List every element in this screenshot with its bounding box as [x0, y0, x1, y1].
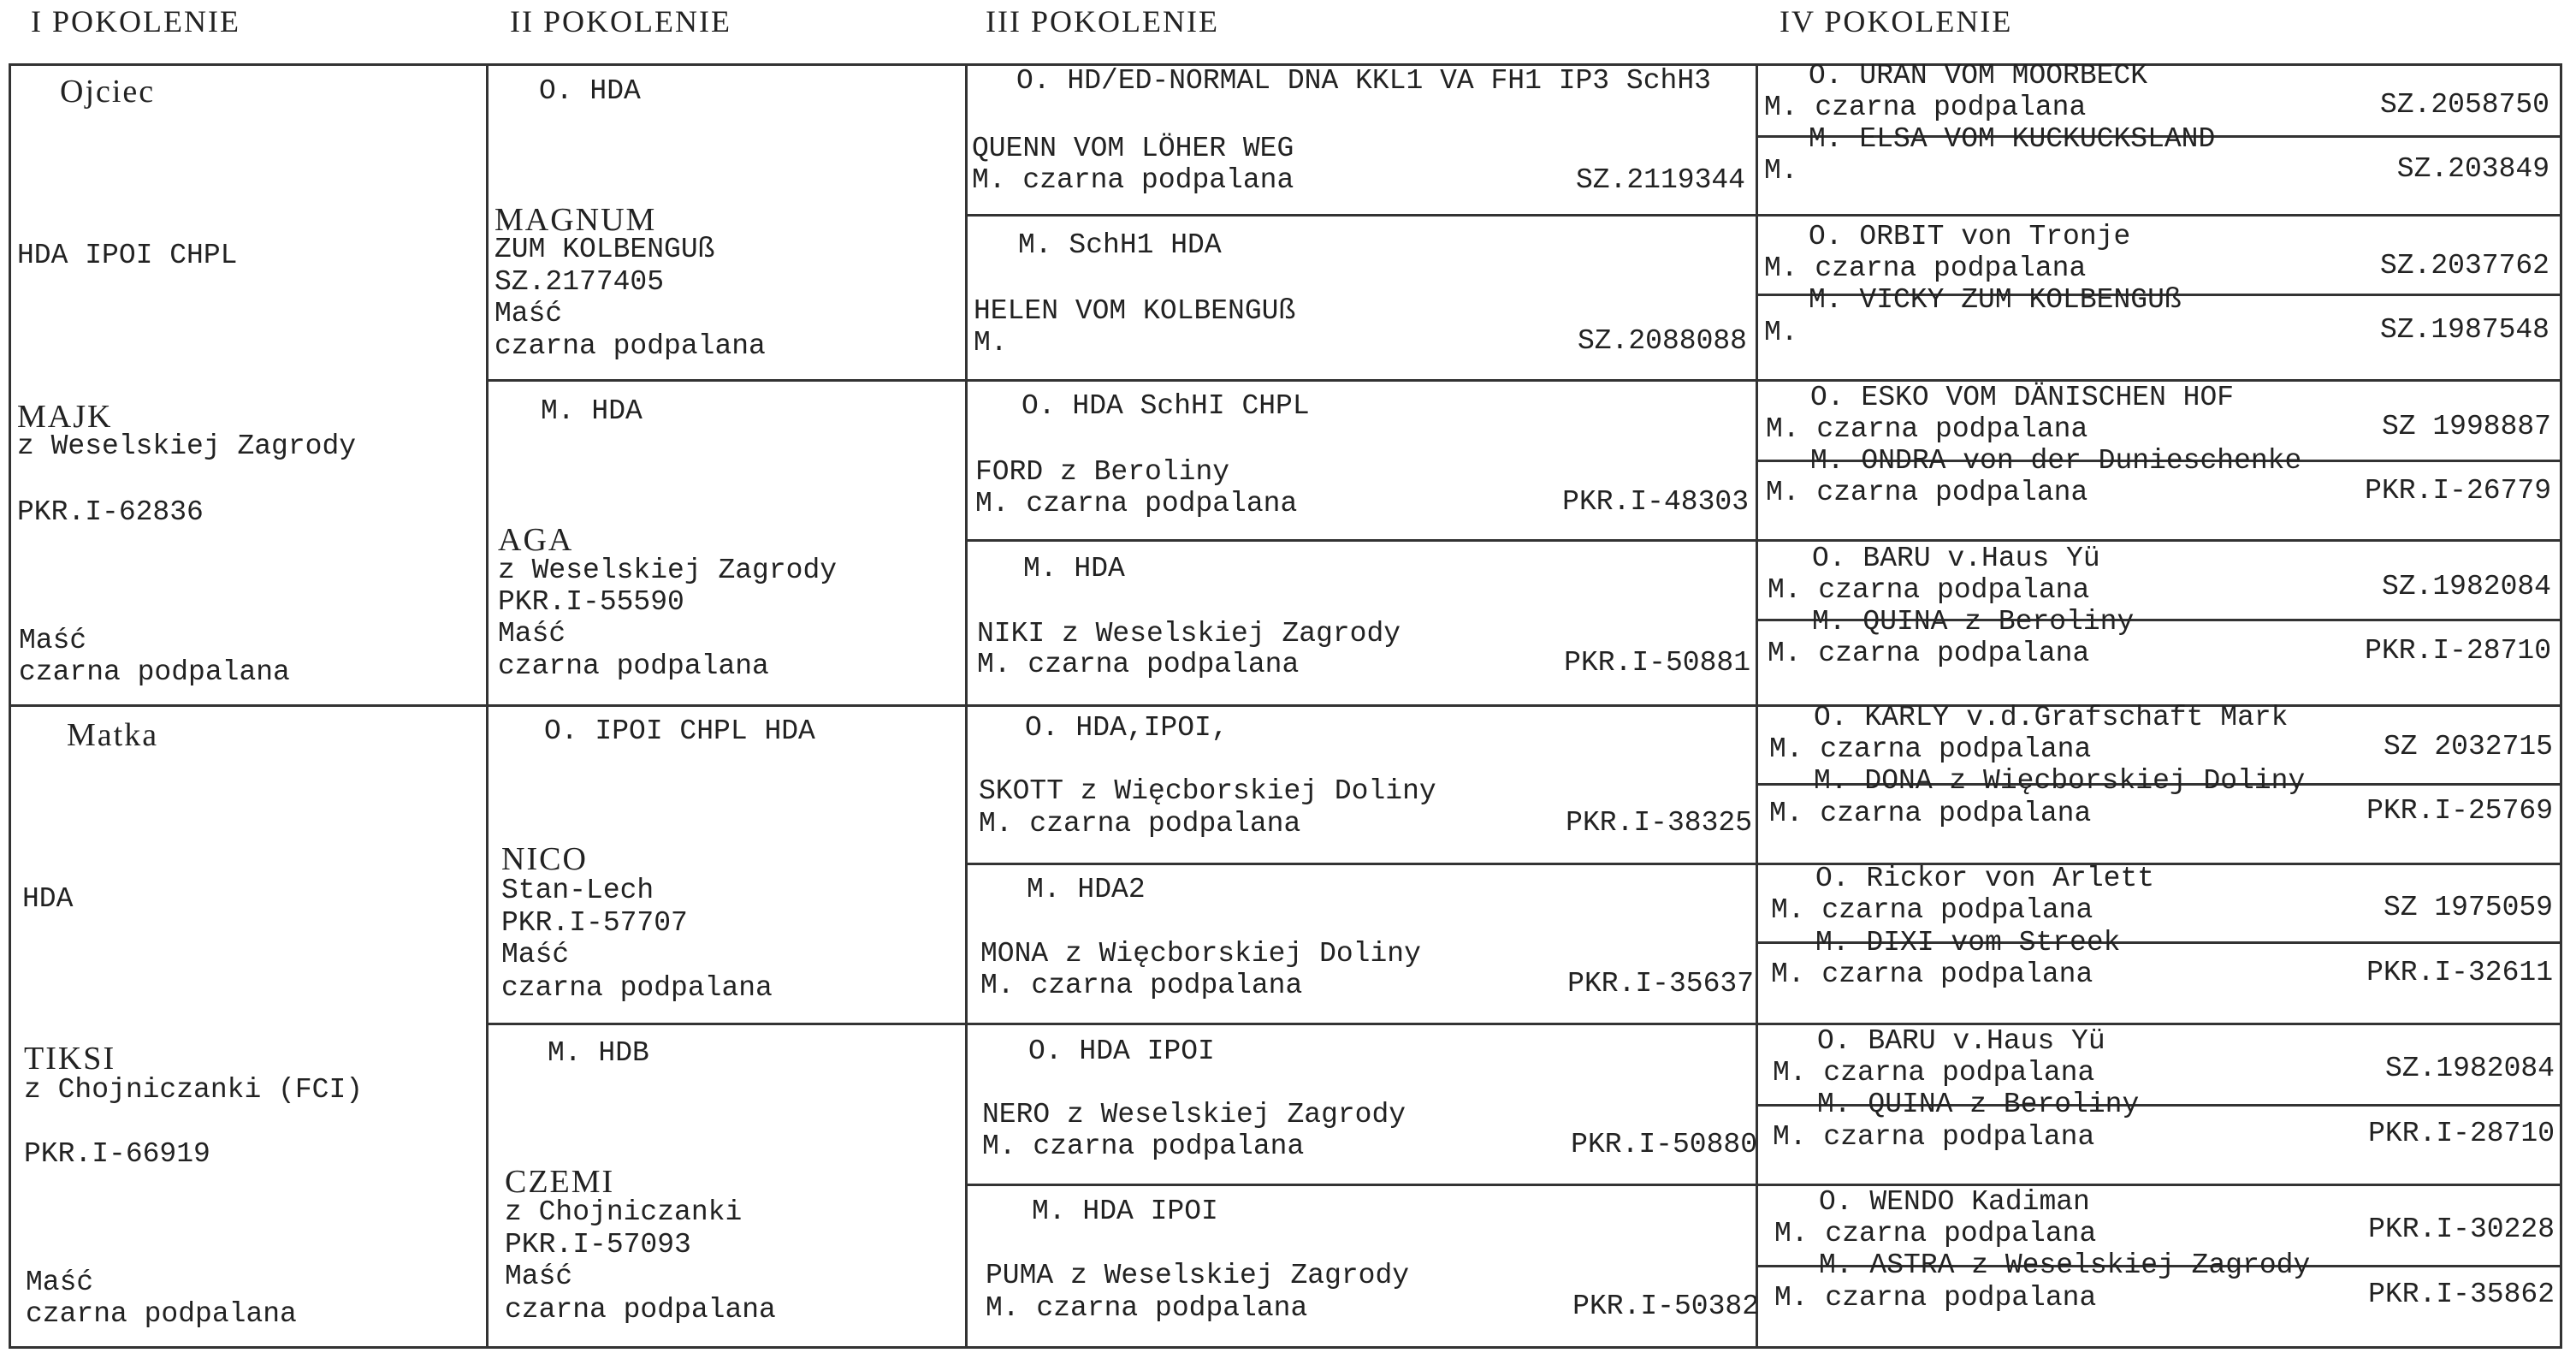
gen2-color-label: Maść: [494, 298, 563, 329]
gen3-color: M. czarna podpalana: [980, 970, 1303, 1001]
father-role: Ojciec: [60, 74, 156, 110]
gen4-dam-reg: PKR.I-28710: [2368, 1118, 2555, 1149]
mother-reg: PKR.I-66919: [24, 1138, 210, 1170]
gen4-sire-reg: SZ 2032715: [2383, 731, 2553, 763]
gen2-kennel: z Chojniczanki: [505, 1196, 743, 1228]
gen4-sire-line: O. BARU v.Haus Yü: [1812, 543, 2100, 574]
gen2-kennel: z Weselskiej Zagrody: [498, 555, 838, 586]
gen4-dam-line: M. VICKY ZUM KOLBENGUß: [1809, 284, 2182, 316]
gen4-dam-color: M. czarna podpalana: [1769, 798, 2092, 829]
gen3-reg: SZ.2119344: [1575, 164, 1745, 196]
gen4-sire-reg: PKR.I-30228: [2368, 1214, 2555, 1245]
gen3-name: PUMA z Weselskiej Zagrody: [986, 1260, 1410, 1291]
gen4-dam-color: M.: [1764, 155, 1798, 187]
gen4-sire-color: M. czarna podpalana: [1769, 733, 2092, 765]
gen4-dam-reg: PKR.I-28710: [2365, 635, 2551, 667]
gen2-head: O. HDA: [539, 75, 641, 107]
father-reg: PKR.I-62836: [17, 496, 204, 528]
gen4-dam-color: M.: [1764, 317, 1798, 348]
gen2-name: MAGNUM: [494, 202, 657, 238]
mother-titles: HDA: [22, 883, 74, 915]
gen4-dam-reg: SZ.1987548: [2379, 314, 2549, 346]
gen4-dam-line: M. QUINA z Beroliny: [1817, 1089, 2140, 1120]
gen4-sire-line: O. Rickor von Arlett: [1815, 863, 2155, 894]
gen2-color-label: Maść: [505, 1261, 573, 1292]
gen4-sire-line: O. URAN VOM MOORBECK: [1809, 60, 2148, 92]
gen2-kennel: Stan-Lech: [501, 875, 654, 906]
gen3-reg: SZ.2088088: [1577, 325, 1747, 357]
gen3-color: M.: [974, 327, 1008, 359]
gen3-head: M. SchH1 HDA: [1018, 229, 1222, 261]
gen4-sire-reg: SZ.1982084: [2381, 571, 2551, 602]
gen3-reg: PKR.I-50880: [1571, 1129, 1757, 1160]
gen2-reg: PKR.I-57093: [505, 1229, 691, 1261]
gen3-head: M. HDA: [1023, 553, 1125, 585]
gen4-dam-color: M. czarna podpalana: [1774, 1282, 2097, 1314]
gen3-color: M. czarna podpalana: [972, 164, 1294, 196]
gen4-dam-color: M. czarna podpalana: [1773, 1121, 2095, 1153]
gen2-color-label: Maść: [501, 939, 570, 970]
header-gen-2: II POKOLENIE: [510, 4, 731, 39]
gen3-name: NIKI z Weselskiej Zagrody: [977, 618, 1401, 650]
header-gen-3: III POKOLENIE: [986, 4, 1219, 39]
gen4-dam-line: M. DONA z Więcborskiej Doliny: [1814, 765, 2306, 797]
gen4-dam-reg: PKR.I-26779: [2365, 475, 2551, 507]
gen3-reg: PKR.I-35637: [1567, 968, 1754, 1000]
header-gen-4: IV POKOLENIE: [1780, 4, 2013, 39]
gen2-name: CZEMI: [505, 1164, 615, 1200]
gen3-name: HELEN VOM KOLBENGUß: [974, 295, 1296, 327]
gen2-reg: PKR.I-55590: [498, 586, 684, 618]
gen3-head: O. HD/ED-NORMAL DNA KKL1 VA FH1 IP3 SchH3: [1016, 65, 1711, 97]
row-divider: [965, 1184, 2562, 1186]
gen3-head: M. HDA2: [1027, 874, 1146, 905]
header-gen-1: I POKOLENIE: [31, 4, 240, 39]
gen4-sire-color: M. czarna podpalana: [1768, 574, 2090, 606]
gen4-sire-reg: SZ.1982084: [2384, 1053, 2555, 1084]
gen3-head: O. HDA IPOI: [1028, 1036, 1215, 1067]
gen2-color: czarna podpalana: [494, 330, 766, 362]
row-divider: [965, 863, 2562, 865]
gen2-color: czarna podpalana: [501, 972, 773, 1004]
father-color: czarna podpalana: [19, 656, 290, 688]
gen4-dam-color: M. czarna podpalana: [1771, 958, 2093, 990]
mother-name: TIKSI: [24, 1041, 116, 1077]
gen3-head: O. HDA,IPOI,: [1025, 712, 1229, 744]
gen4-sire-line: O. ORBIT von Tronje: [1809, 221, 2131, 252]
gen4-sire-color: M. czarna podpalana: [1774, 1218, 2097, 1249]
gen2-name: NICO: [501, 841, 588, 877]
gen4-sire-color: M. czarna podpalana: [1773, 1057, 2095, 1089]
mother-role: Matka: [67, 717, 159, 753]
gen2-color: czarna podpalana: [505, 1294, 776, 1326]
gen2-reg: SZ.2177405: [494, 266, 665, 298]
gen4-dam-color: M. czarna podpalana: [1766, 477, 2088, 508]
gen4-sire-line: O. KARLY v.d.Grafschaft Mark: [1814, 702, 2289, 733]
father-titles: HDA IPOI CHPL: [17, 240, 238, 271]
gen4-sire-color: M. czarna podpalana: [1771, 894, 2093, 926]
gen4-sire-reg: SZ.2037762: [2379, 250, 2549, 282]
gen3-name: MONA z Więcborskiej Doliny: [980, 938, 1421, 970]
gen3-reg: PKR.I-50881: [1564, 647, 1750, 679]
gen2-kennel: ZUM KOLBENGUß: [494, 234, 715, 265]
father-kennel: z Weselskiej Zagrody: [17, 430, 357, 462]
gen3-reg: PKR.I-38325: [1566, 807, 1752, 839]
gen4-dam-line: M. ASTRA z Weselskiej Zagrody: [1819, 1249, 2311, 1281]
gen4-sire-reg: SZ 1975059: [2383, 892, 2553, 923]
row-divider: [486, 1023, 2562, 1025]
gen3-color: M. czarna podpalana: [977, 649, 1300, 680]
mother-color-label: Maść: [26, 1267, 94, 1298]
gen3-reg: PKR.I-48303: [1562, 486, 1749, 518]
gen4-dam-line: M. DIXI vom Streek: [1815, 927, 2121, 958]
gen4-dam-line: M. ELSA VOM KUCKUCKSLAND: [1809, 123, 2216, 155]
gen2-color: czarna podpalana: [498, 650, 769, 682]
gen2-reg: PKR.I-57707: [501, 907, 688, 939]
mother-color: czarna podpalana: [26, 1298, 297, 1330]
gen4-dam-reg: SZ.203849: [2396, 153, 2549, 185]
gen3-head: M. HDA IPOI: [1032, 1196, 1218, 1227]
gen2-color-label: Maść: [498, 618, 566, 650]
father-name: MAJK: [17, 399, 113, 435]
row-divider: [965, 214, 2562, 217]
gen4-dam-reg: PKR.I-25769: [2366, 795, 2553, 827]
gen4-dam-line: M. QUINA z Beroliny: [1812, 606, 2135, 638]
mother-kennel: z Chojniczanki (FCI): [24, 1074, 364, 1106]
gen3-reg: PKR.I-50382: [1572, 1291, 1759, 1322]
gen4-sire-color: M. czarna podpalana: [1764, 252, 2087, 284]
gen4-sire-line: O. WENDO Kadiman: [1819, 1186, 2090, 1218]
gen4-dam-color: M. czarna podpalana: [1768, 638, 2090, 669]
gen3-name: SKOTT z Więcborskiej Doliny: [979, 775, 1436, 807]
gen2-head: M. HDB: [548, 1037, 649, 1069]
gen4-sire-line: O. BARU v.Haus Yü: [1817, 1025, 2105, 1057]
gen3-color: M. czarna podpalana: [975, 488, 1298, 519]
gen3-color: M. czarna podpalana: [986, 1292, 1308, 1324]
gen3-head: O. HDA SchHI CHPL: [1022, 390, 1310, 422]
gen2-name: AGA: [498, 522, 574, 558]
row-divider: [486, 379, 2562, 382]
gen2-head: O. IPOI CHPL HDA: [544, 715, 815, 747]
gen4-sire-color: M. czarna podpalana: [1766, 413, 2088, 445]
gen4-sire-reg: SZ 1998887: [2381, 411, 2551, 442]
row-divider: [965, 539, 2562, 542]
gen4-sire-reg: SZ.2058750: [2379, 89, 2549, 121]
gen4-dam-reg: PKR.I-32611: [2366, 957, 2553, 988]
father-color-label: Maść: [19, 625, 87, 656]
gen3-color: M. czarna podpalana: [982, 1130, 1305, 1162]
gen4-dam-line: M. ONDRA von der Dunieschenke: [1810, 445, 2302, 477]
gen2-head: M. HDA: [541, 395, 643, 427]
gen4-sire-color: M. czarna podpalana: [1764, 92, 2087, 123]
gen4-dam-reg: PKR.I-35862: [2368, 1279, 2555, 1310]
gen3-name: NERO z Weselskiej Zagrody: [982, 1099, 1406, 1130]
gen3-name: QUENN VOM LÖHER WEG: [972, 133, 1294, 164]
gen3-name: FORD z Beroliny: [975, 456, 1230, 488]
gen3-color: M. czarna podpalana: [979, 808, 1301, 840]
gen4-sire-line: O. ESKO VOM DÄNISCHEN HOF: [1810, 382, 2235, 413]
